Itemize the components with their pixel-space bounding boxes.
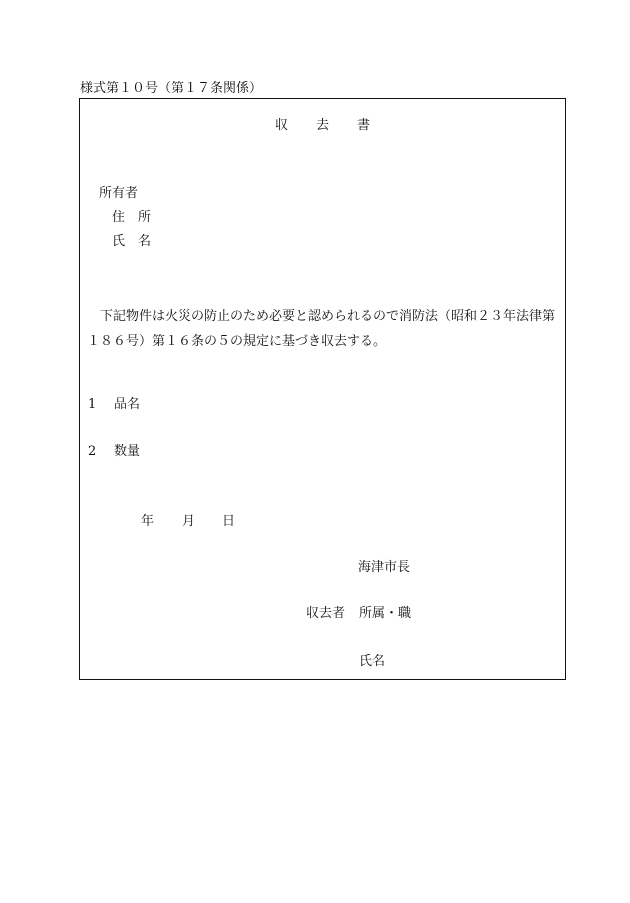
removal-statement: 下記物件は火災の防止のため必要と認められるので消防法（昭和２３年法律第１８６号）第１６条の５の規定に基づき収去する。 [87,309,556,349]
owner-heading: 所有者 [99,186,139,201]
date-day: 日 [222,514,236,529]
collector-name: 氏名 [359,654,386,669]
document-frame [79,98,566,680]
item-1-label: 品名 [114,397,141,412]
date-month: 月 [182,514,196,529]
issuer-title: 海津市長 [358,560,411,575]
item-2-number: 2 [88,444,97,459]
owner-name-label: 氏 名 [112,234,152,249]
collector-affiliation: 所属・職 [359,606,412,621]
owner-address-label: 住 所 [112,210,152,225]
item-2-label: 数量 [114,444,141,459]
form-number: 様式第１０号（第１７条関係） [80,81,263,96]
document-title: 収去書 [274,118,398,133]
item-1-number: 1 [88,397,97,412]
collector-label: 収去者 [306,606,346,621]
date-year: 年 [141,514,155,529]
